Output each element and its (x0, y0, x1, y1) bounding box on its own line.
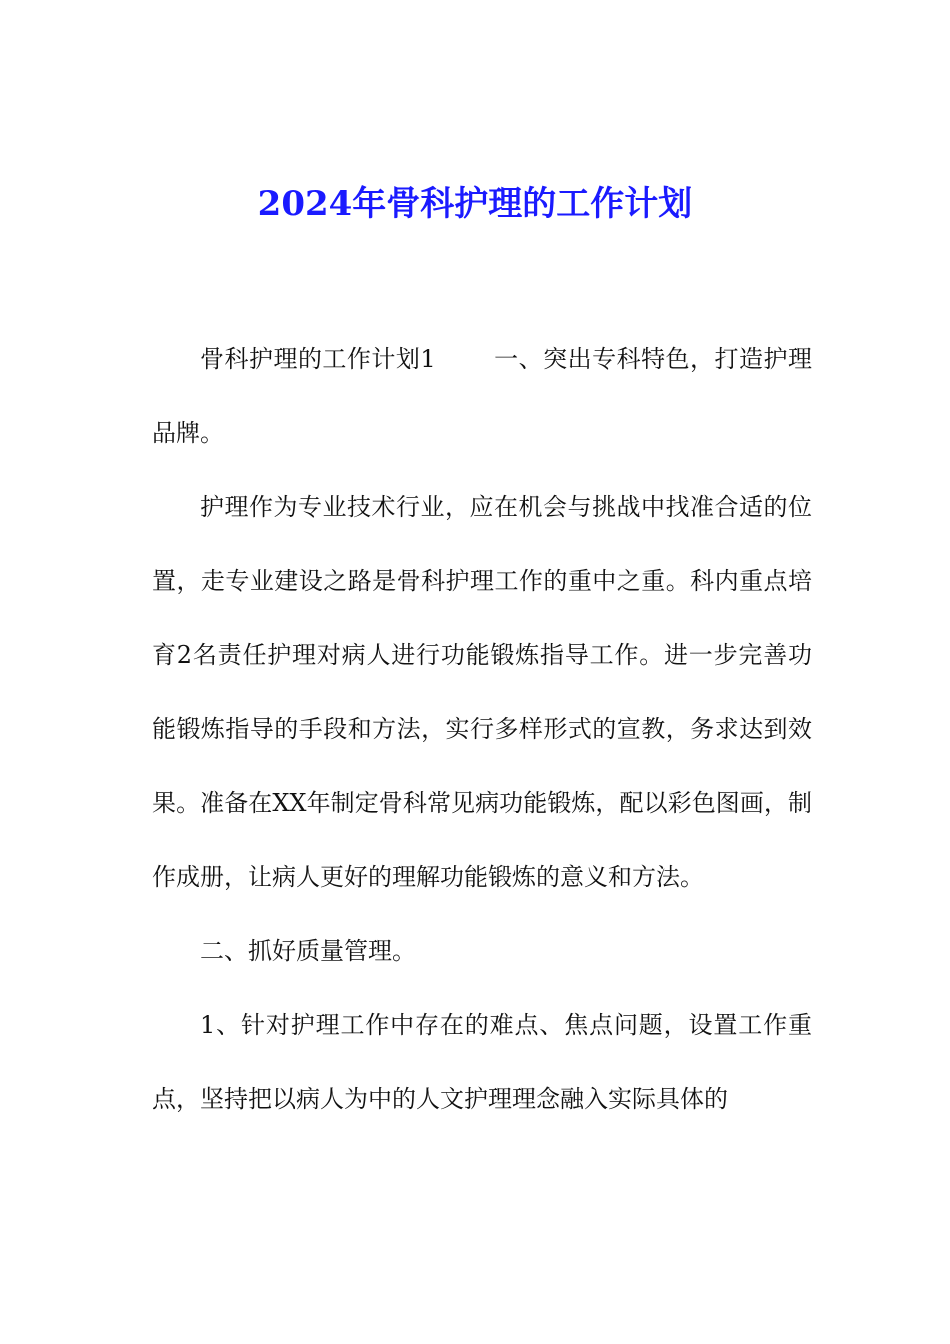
paragraph-2: 护理作为专业技术行业，应在机会与挑战中找准合适的位置，走专业建设之路是骨科护理工作的重中之重。科内重点培育2名责任护理对病人进行功能锻炼指导工作。进一步完善功能锻炼指导的手段和方法，实行多样形式的宣教，务求达到效果。准备在XX年制定骨科常见病功能锻炼，配以彩色图画，制作成册，让病人更好的理解功能锻炼的意义和方法。 (152, 493, 812, 891)
section-one-heading: 一、突出专科特色，打造护理品牌。 (152, 345, 812, 447)
paragraph-1 (152, 322, 812, 470)
document-body (152, 322, 812, 1136)
document-title: 2024年骨科护理的工作计划 (257, 184, 693, 224)
plan-heading: 骨科护理的工作计划1 (200, 345, 436, 373)
paragraph-3: 二、抓好质量管理。 (200, 937, 416, 965)
paragraph-4: 1、针对护理工作中存在的难点、焦点问题，设置工作重点，坚持把以病人为中的人文护理理念融入实际具体的 (152, 1011, 812, 1113)
